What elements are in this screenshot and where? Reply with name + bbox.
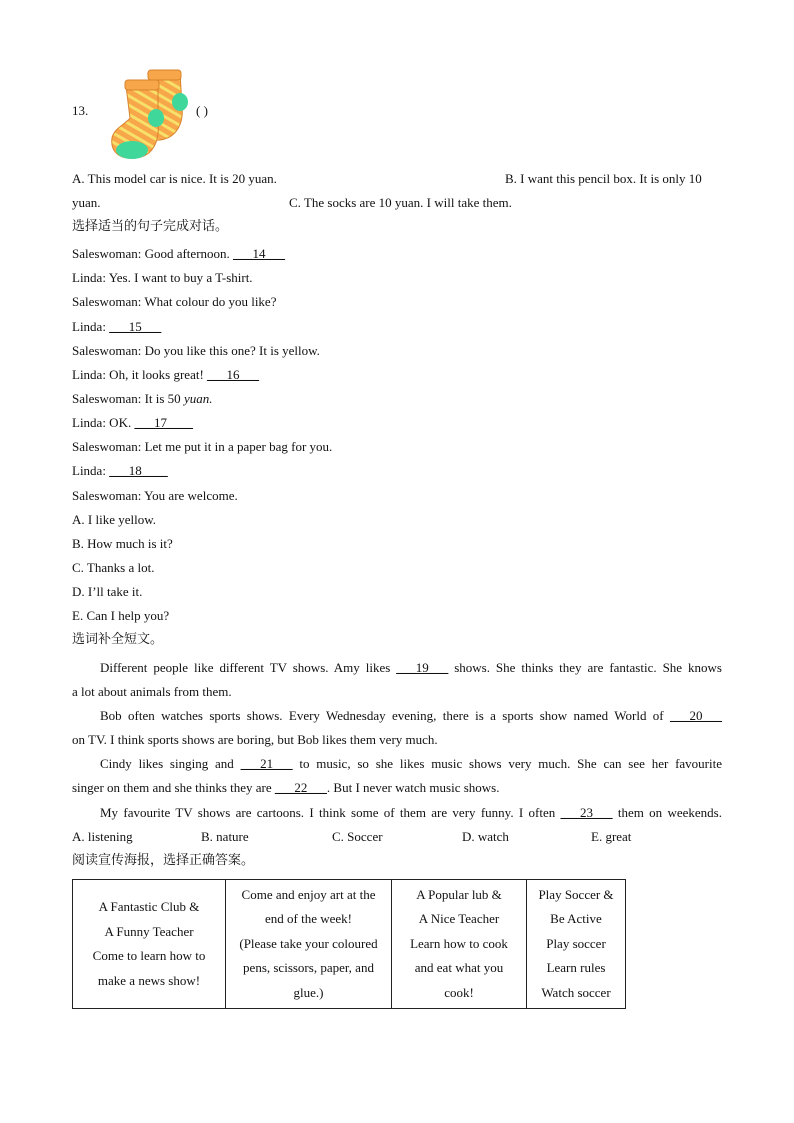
blank-22: ___22___: [274, 780, 327, 795]
dialogue-line: Linda: Oh, it looks great! ___16___: [72, 367, 260, 382]
poster-cell: A Popular lub & A Nice Teacher Learn how to cook and eat what you cook!: [392, 880, 527, 1009]
socks-image: [96, 66, 196, 166]
word-option: D. watch: [462, 829, 509, 844]
dialogue-line: Linda: ___15___: [72, 319, 162, 334]
dialogue-line: Saleswoman: Good afternoon. ___14___: [72, 246, 286, 261]
dialogue-line: Saleswoman: What colour do you like?: [72, 294, 277, 309]
option-a: A. This model car is nice. It is 20 yuan.: [72, 171, 277, 186]
section-title-posters: 阅读宣传海报，选择正确答案。: [72, 853, 255, 868]
paragraph-line: Different people like different TV shows. Amy likes ___19___ shows. She thinks they are fantastic. She knows: [100, 660, 722, 675]
word-option: C. Soccer: [332, 829, 383, 844]
option-b: B. I want this pencil box. It is only 10: [505, 171, 702, 186]
word-option: A. listening: [72, 829, 133, 844]
question-number: 13.: [72, 103, 89, 118]
dialogue-line: Linda: OK. ___17____: [72, 415, 193, 430]
poster-cell: Come and enjoy art at the end of the week! (Please take your coloured pens, scissors, paper, and glue.): [226, 880, 392, 1009]
option-c: C. The socks are 10 yuan. I will take them.: [289, 195, 512, 210]
poster-cell: A Fantastic Club & A Funny Teacher Come to learn how to make a news show!: [73, 880, 226, 1009]
choice-option: A. I like yellow.: [72, 512, 156, 527]
section-title-dialogue: 选择适当的句子完成对话。: [72, 219, 229, 234]
word-option: E. great: [591, 829, 632, 844]
dialogue-line: Saleswoman: It is 50 yuan.: [72, 391, 213, 406]
blank-18: ___18____: [109, 463, 168, 478]
blank-19: ___19___: [396, 660, 449, 675]
choice-option: B. How much is it?: [72, 536, 173, 551]
paragraph-line: My favourite TV shows are cartoons. I think some of them are very funny. I often ___23___ them on weekends.: [100, 805, 722, 820]
blank-17: ___17____: [134, 415, 193, 430]
dialogue-line: Saleswoman: Let me put it in a paper bag for you.: [72, 439, 333, 454]
dialogue-line: Linda: Yes. I want to buy a T-shirt.: [72, 270, 253, 285]
blank-20: ___20___: [670, 708, 722, 723]
paragraph-line: on TV. I think sports shows are boring, but Bob likes them very much.: [72, 732, 438, 747]
word-option: B. nature: [201, 829, 249, 844]
dialogue-line: Saleswoman: Do you like this one? It is yellow.: [72, 343, 320, 358]
blank-16: ___16___: [207, 367, 260, 382]
poster-cell: Play Soccer & Be Active Play soccer Learn rules Watch soccer: [527, 880, 626, 1009]
dialogue-line: Saleswoman: You are welcome.: [72, 488, 238, 503]
paragraph-line: a lot about animals from them.: [72, 684, 232, 699]
choice-option: C. Thanks a lot.: [72, 560, 155, 575]
blank-23: ___23___: [560, 805, 613, 820]
choice-option: D. I’ll take it.: [72, 584, 143, 599]
option-b-cont: yuan.: [72, 195, 101, 210]
answer-paren: ( ): [196, 103, 208, 118]
paragraph-line: singer on them and she thinks they are ___22___. But I never watch music shows.: [72, 780, 500, 795]
choice-option: E. Can I help you?: [72, 608, 170, 623]
poster-table: [72, 879, 626, 1009]
paragraph-line: Cindy likes singing and ___21___ to music, so she likes music shows very much. She can see her favourite: [100, 756, 723, 771]
section-title-cloze: 选词补全短文。: [72, 632, 164, 647]
dialogue-line: Linda: ___18____: [72, 463, 168, 478]
paragraph-line: Bob often watches sports shows. Every Wednesday evening, there is a sports show named World of ___20___: [100, 708, 722, 723]
blank-21: ___21___: [240, 756, 293, 771]
blank-15: ___15___: [109, 319, 162, 334]
blank-14: ___14___: [233, 246, 286, 261]
